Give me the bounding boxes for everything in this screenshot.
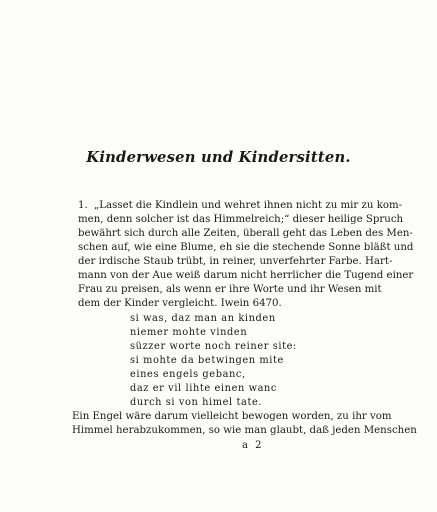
closing-line-2: Himmel herabzukommen, so wie man glaubt, daß jeden Menschen [72,425,417,436]
verse-line-3: süzzer worte noch reiner site: [130,341,297,352]
verse-line-2: niemer mohte vinden [130,327,248,338]
verse-line-5: eines engels gebanc, [130,369,246,380]
verse-line-1: si was, daz man an kinden [130,313,276,324]
body-line-5: der irdische Staub trübt, in reiner, unverfehrter Farbe. Hart- [78,256,393,267]
body-line-1: „Lasset die Kindlein und wehret ihnen nicht zu mir zu kom- [94,200,403,211]
body-line-8: dem der Kinder vergleicht. Iwein 6470. [78,298,282,309]
chapter-title: Kinderwesen und Kindersitten. [86,148,351,166]
paragraph-number: 1. [78,200,88,211]
body-line-2: men, denn solcher ist das Himmelreich;“ dieser heilige Spruch [78,214,404,225]
closing-line-1: Ein Engel wäre darum vielleicht bewogen worden, zu ihr vom [72,411,392,422]
body-line-4: schen auf, wie eine Blume, eh sie die stechende Sonne bläßt und [78,242,414,253]
verse-line-6: daz er vil lihte einen wanc [130,383,278,394]
body-line-3: bewährt sich durch alle Zeiten, überall geht das Leben des Men- [78,228,413,239]
body-line-6: mann von der Aue weiß darum nicht herrlicher die Tugend einer [78,270,414,281]
verse-line-4: si mohte da betwingen mite [130,355,284,366]
verse-line-7: durch si von himel tate. [130,397,263,408]
body-line-7: Frau zu preisen, als wenn er ihre Worte und ihr Wesen mit [78,284,382,295]
signature-mark: a 2 [242,440,264,451]
